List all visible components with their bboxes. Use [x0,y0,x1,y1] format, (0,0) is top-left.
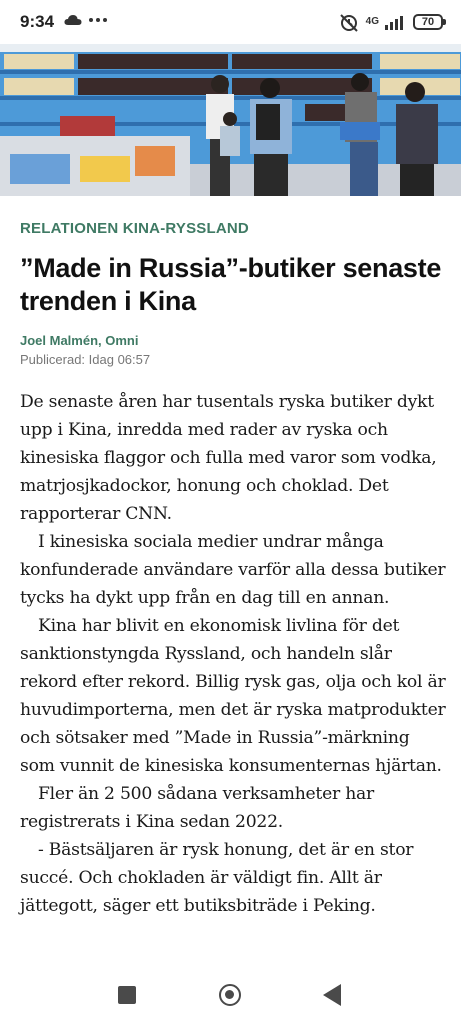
back-triangle-icon[interactable] [323,984,341,1006]
hero-image[interactable] [0,44,461,196]
recents-square-icon[interactable] [118,986,136,1004]
store-shelves-photo [0,44,461,196]
article-category[interactable]: RELATIONEN KINA-RYSSLAND [20,220,249,237]
home-circle-icon[interactable] [219,984,241,1006]
more-dots-icon [88,17,108,23]
system-nav-bar [0,965,461,1024]
signal-icon [385,14,407,30]
article-paragraph: I kinesiska sociala medier undrar många konfunderade användare varför alla dessa butiker tycks ha dykt upp från en dag till en annan. [20,532,446,608]
network-type: 4G [365,16,379,27]
status-right-icons [338,12,443,32]
article-body [20,388,448,920]
article-author[interactable]: Joel Malmén, Omni [20,333,139,348]
status-time: 9:34 [20,12,55,31]
status-bar [0,0,461,44]
article-paragraph: Fler än 2 500 sådana verksamheter har registrerats i Kina sedan 2022. [20,784,374,832]
article-paragraph: Kina har blivit en ekonomisk livlina för det sanktionstyngda Ryssland, och handeln slår rekord efter rekord. Billig rysk gas, olja och kol är huvudimporterna, men det är ryska matprodukter och sötsaker med ”Made in Russia”-märkning som vunnit de kinesiska konsumenternas hjärtan. [20,616,446,776]
article-paragraph: - Bästsäljaren är rysk honung, det är en stor succé. Och chokladen är väldigt fin. Allt är jättegott, säger ett butiksbiträde i Peking. [20,840,414,916]
article-paragraph: De senaste åren har tusentals ryska butiker dykt upp i Kina, inredda med rader av ryska och kinesiska flaggor och fulla med varor som vodka, matrjosjkadockor, honung och choklad. Det rapporterar CNN. [20,392,437,524]
article-published-date: Publicerad: Idag 06:57 [20,352,151,367]
alarm-muted-icon [338,12,360,32]
article-headline: ”Made in Russia”-butiker senaste trenden i Kina [20,253,442,316]
cloud-icon [64,14,82,26]
battery-icon [413,14,443,30]
battery-level: 70 [421,16,435,28]
status-left-icons [64,14,108,26]
